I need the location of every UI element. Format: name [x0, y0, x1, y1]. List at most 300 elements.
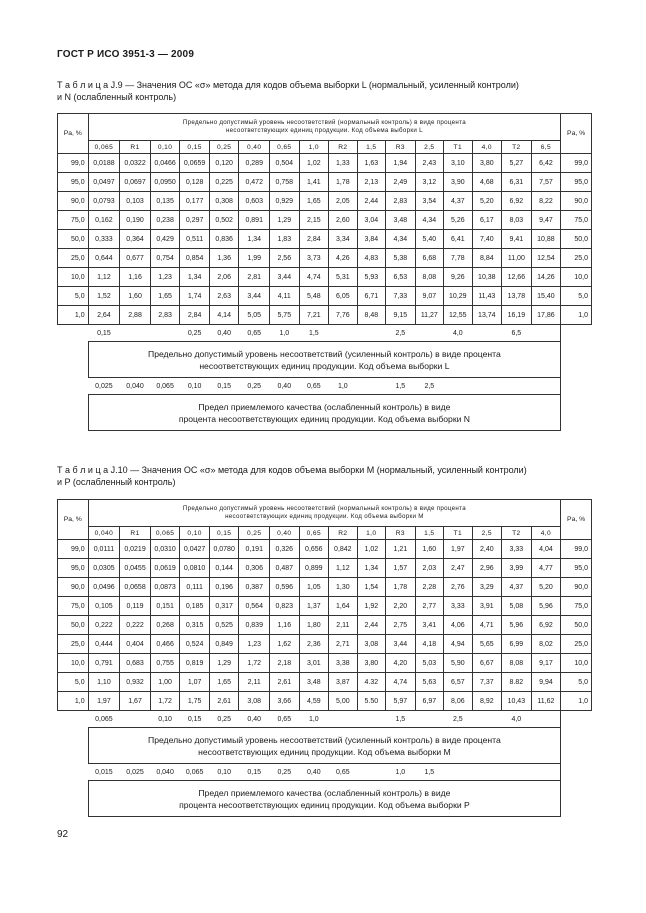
- pa-header-right: Pa, %: [561, 114, 592, 154]
- table-cell: 0,502: [209, 211, 239, 230]
- blank-cell: [561, 711, 592, 817]
- table-cell: 1,62: [270, 635, 300, 654]
- table-cell: 0,238: [150, 211, 180, 230]
- pa-value: 25,0: [58, 635, 89, 654]
- table2: [57, 499, 592, 817]
- table-cell: 1,41: [299, 173, 329, 192]
- table-cell: 3,80: [472, 154, 502, 173]
- table-cell: 11,43: [472, 287, 502, 306]
- table-row: [58, 692, 592, 711]
- table-cell: 0,596: [270, 578, 300, 597]
- tightened-code: [357, 711, 385, 728]
- table-cell: 6,42: [531, 154, 561, 173]
- table-cell: 0,0427: [180, 540, 210, 559]
- table-cell: 3,48: [386, 211, 416, 230]
- table-cell: 0,754: [150, 249, 180, 268]
- table-cell: 0,0793: [88, 192, 120, 211]
- column-header: 2,5: [415, 141, 443, 154]
- table-cell: 0,0310: [150, 540, 180, 559]
- table-cell: 2,83: [150, 306, 180, 325]
- table-cell: 0,0111: [88, 540, 120, 559]
- table-cell: 6,67: [472, 654, 502, 673]
- column-header: 2,5: [472, 527, 502, 540]
- table-cell: 2,40: [472, 540, 502, 559]
- tightened-code: [472, 711, 502, 728]
- reduced-label-line2: процента несоответствующих единиц продукции. Код объема выборки P: [179, 799, 470, 810]
- reduced-code: [357, 378, 385, 395]
- column-header: R2: [329, 141, 357, 154]
- column-header: 0,040: [88, 527, 120, 540]
- table-cell: 13,74: [472, 306, 502, 325]
- table-cell: 4,04: [531, 540, 561, 559]
- tightened-code: 0,40: [239, 711, 270, 728]
- table-cell: 11,00: [502, 249, 532, 268]
- tightened-code: [415, 711, 443, 728]
- table-cell: 5,00: [329, 692, 357, 711]
- table-cell: 0,854: [180, 249, 210, 268]
- table-cell: 1,34: [239, 230, 270, 249]
- table-cell: 5.50: [357, 692, 385, 711]
- table-cell: 10,29: [444, 287, 472, 306]
- table-cell: 5,40: [415, 230, 443, 249]
- table-cell: 0,677: [120, 249, 151, 268]
- table-cell: 0,0659: [180, 154, 210, 173]
- table-cell: 5,65: [472, 635, 502, 654]
- table-cell: 3,12: [415, 173, 443, 192]
- column-header: 4,0: [472, 141, 502, 154]
- table-cell: 1,33: [329, 154, 357, 173]
- table-cell: 0,755: [150, 654, 180, 673]
- tightened-code: [472, 325, 502, 342]
- table-cell: 1,99: [239, 249, 270, 268]
- table-cell: 10,38: [472, 268, 502, 287]
- table-cell: 4,37: [444, 192, 472, 211]
- table-cell: 0,162: [88, 211, 120, 230]
- table-cell: 0,268: [150, 616, 180, 635]
- tightened-code: [531, 711, 561, 728]
- tightened-inspection-label: [88, 342, 561, 378]
- pa-value-right: 90,0: [561, 192, 592, 211]
- table1-caption-line1: Т а б л и ц а J.9 — Значения ОС «σ» метода для кодов объема выборки L (нормальный, усиленный контроли): [57, 80, 519, 90]
- table-cell: 3,08: [357, 635, 385, 654]
- reduced-inspection-label: [88, 395, 561, 431]
- table-cell: 1,65: [209, 673, 239, 692]
- pa-value-right: 95,0: [561, 559, 592, 578]
- table-cell: 2,71: [329, 635, 357, 654]
- column-header: 0,15: [180, 141, 210, 154]
- pa-value-right: 25,0: [561, 249, 592, 268]
- table-cell: 0,404: [120, 635, 151, 654]
- normal-inspection-label: [88, 500, 561, 527]
- table-cell: 9,47: [531, 211, 561, 230]
- table-cell: 2,28: [415, 578, 443, 597]
- table-cell: 7,78: [444, 249, 472, 268]
- table-cell: 1,65: [150, 287, 180, 306]
- table-cell: 6,68: [415, 249, 443, 268]
- table-cell: 12,66: [502, 268, 532, 287]
- column-header: R1: [120, 141, 151, 154]
- table-cell: 0,225: [209, 173, 239, 192]
- tightened-code: [329, 325, 357, 342]
- table-cell: 3,10: [444, 154, 472, 173]
- table-cell: 9,94: [531, 673, 561, 692]
- column-header: 1,0: [357, 527, 385, 540]
- tightened-code: 4,0: [502, 711, 532, 728]
- table-cell: 4,34: [415, 211, 443, 230]
- table-cell: 3,33: [502, 540, 532, 559]
- column-header: R1: [120, 527, 151, 540]
- column-header: 0,40: [270, 527, 300, 540]
- table-cell: 8,02: [531, 635, 561, 654]
- table-cell: 3,66: [270, 692, 300, 711]
- table-cell: 4,20: [386, 654, 416, 673]
- table-cell: 2,63: [209, 287, 239, 306]
- table-cell: 2,44: [357, 192, 385, 211]
- table-cell: 2,06: [209, 268, 239, 287]
- column-header: 1,0: [299, 141, 329, 154]
- table-row: [58, 173, 592, 192]
- table-cell: 4,18: [415, 635, 443, 654]
- table-cell: 4,71: [472, 616, 502, 635]
- tightened-code: 1,5: [386, 711, 416, 728]
- table-cell: 1,67: [120, 692, 151, 711]
- table-cell: 0,644: [88, 249, 120, 268]
- table-cell: 2,61: [270, 673, 300, 692]
- table-cell: 2,60: [329, 211, 357, 230]
- table-cell: 0,932: [120, 673, 151, 692]
- column-header: T1: [444, 527, 472, 540]
- column-header: 4,0: [531, 527, 561, 540]
- table-cell: 3,87: [329, 673, 357, 692]
- table-cell: 5,75: [270, 306, 300, 325]
- table-cell: 5,97: [386, 692, 416, 711]
- table-cell: 1,12: [329, 559, 357, 578]
- table-cell: 2,11: [239, 673, 270, 692]
- table-cell: 2,84: [299, 230, 329, 249]
- tightened-code: 0,65: [239, 325, 270, 342]
- table-cell: 0,0697: [120, 173, 151, 192]
- pa-value: 50,0: [58, 616, 89, 635]
- table-cell: 2,84: [180, 306, 210, 325]
- table-row: [58, 540, 592, 559]
- table-cell: 3,44: [270, 268, 300, 287]
- table-cell: 0,0219: [120, 540, 151, 559]
- table-row: [58, 211, 592, 230]
- table-cell: 9,15: [386, 306, 416, 325]
- table-cell: 1,54: [357, 578, 385, 597]
- table-cell: 0,0188: [88, 154, 120, 173]
- table-row: [58, 654, 592, 673]
- table-cell: 0,0810: [180, 559, 210, 578]
- table-cell: 6,41: [444, 230, 472, 249]
- table-cell: 0,315: [180, 616, 210, 635]
- table-cell: 0,0619: [150, 559, 180, 578]
- table-cell: 0,524: [180, 635, 210, 654]
- table-cell: 0,0950: [150, 173, 180, 192]
- table-cell: 2,44: [357, 616, 385, 635]
- table-cell: 0,326: [270, 540, 300, 559]
- table1-caption: [57, 80, 597, 103]
- reduced-code: 1,0: [386, 764, 416, 781]
- table-cell: 6,53: [386, 268, 416, 287]
- table-cell: 0,222: [88, 616, 120, 635]
- table-cell: 1,74: [180, 287, 210, 306]
- table-cell: 4,26: [329, 249, 357, 268]
- tightened-code: 2,5: [444, 711, 472, 728]
- table-cell: 1,34: [180, 268, 210, 287]
- table-cell: 6,92: [531, 616, 561, 635]
- table-cell: 1,75: [180, 692, 210, 711]
- table-cell: 3,91: [472, 597, 502, 616]
- table-cell: 15,40: [531, 287, 561, 306]
- reduced-code: 0,040: [120, 378, 151, 395]
- table-cell: 5,96: [531, 597, 561, 616]
- table-cell: 9,07: [415, 287, 443, 306]
- table-cell: 9,17: [531, 654, 561, 673]
- table-cell: 4,11: [270, 287, 300, 306]
- reduced-code: 0,65: [299, 378, 329, 395]
- table-cell: 7,33: [386, 287, 416, 306]
- pa-value-right: 1,0: [561, 306, 592, 325]
- reduced-inspection-label: [88, 781, 561, 817]
- reduced-code: [444, 764, 472, 781]
- table-cell: 0,120: [209, 154, 239, 173]
- table-cell: 1,05: [299, 578, 329, 597]
- table-cell: 6,17: [472, 211, 502, 230]
- table-cell: 0,103: [120, 192, 151, 211]
- table-cell: 7,40: [472, 230, 502, 249]
- table-cell: 8,03: [502, 211, 532, 230]
- table-cell: 10,88: [531, 230, 561, 249]
- table-cell: 8.82: [502, 673, 532, 692]
- table-cell: 11,62: [531, 692, 561, 711]
- table-cell: 0,842: [329, 540, 357, 559]
- blank-cell: [561, 325, 592, 431]
- table-cell: 0,185: [180, 597, 210, 616]
- table-cell: 0,0873: [150, 578, 180, 597]
- table-cell: 5,27: [502, 154, 532, 173]
- table-cell: 4,37: [502, 578, 532, 597]
- table-cell: 0,849: [209, 635, 239, 654]
- pa-value-right: 5,0: [561, 287, 592, 306]
- table-cell: 1,02: [357, 540, 385, 559]
- table1-caption-line2: и N (ослабленный контроль): [57, 91, 177, 102]
- table-cell: 3,48: [299, 673, 329, 692]
- tightened-code: [531, 325, 561, 342]
- reduced-code: [357, 764, 385, 781]
- table-cell: 0,297: [180, 211, 210, 230]
- table2-caption-line2: и P (ослабленный контроль): [57, 476, 176, 487]
- reduced-code: 0,25: [239, 378, 270, 395]
- table-cell: 5,20: [472, 192, 502, 211]
- tightened-label-line1: Предельно допустимый уровень несоответствий (усиленный контроль) в виде процента: [148, 734, 501, 745]
- table-cell: 16,19: [502, 306, 532, 325]
- table-cell: 12,54: [531, 249, 561, 268]
- table-cell: 4,74: [299, 268, 329, 287]
- reduced-code: 0,10: [180, 378, 210, 395]
- table-cell: 4,06: [444, 616, 472, 635]
- table-cell: 1,02: [299, 154, 329, 173]
- table-cell: 0,564: [239, 597, 270, 616]
- table-cell: 0,603: [239, 192, 270, 211]
- tightened-code: 0,10: [150, 711, 180, 728]
- column-header: T2: [502, 141, 532, 154]
- tightened-code: 0,25: [180, 325, 210, 342]
- column-header: 0,10: [180, 527, 210, 540]
- table-cell: 1,64: [329, 597, 357, 616]
- table-cell: 4,94: [444, 635, 472, 654]
- table-cell: 17,86: [531, 306, 561, 325]
- page-number: 92: [57, 829, 69, 840]
- table-cell: 1,29: [270, 211, 300, 230]
- column-header: 0,25: [239, 527, 270, 540]
- table-cell: 4,77: [531, 559, 561, 578]
- reduced-code: [502, 378, 532, 395]
- table-cell: 8,48: [357, 306, 385, 325]
- table-cell: 0,836: [209, 230, 239, 249]
- table-cell: 3,34: [329, 230, 357, 249]
- pa-header-right: Pa, %: [561, 500, 592, 540]
- normal-label-line1: Предельно допустимый уровень несоответствий (нормальный контроль) в виде процента: [182, 118, 466, 126]
- table1: [57, 113, 592, 431]
- table-cell: 5,31: [329, 268, 357, 287]
- pa-value-right: 75,0: [561, 597, 592, 616]
- table-cell: 1,97: [444, 540, 472, 559]
- table-row: [58, 673, 592, 692]
- table-cell: 2,64: [88, 306, 120, 325]
- table-cell: 0,119: [120, 597, 151, 616]
- table-cell: 11,27: [415, 306, 443, 325]
- column-header: 6,5: [531, 141, 561, 154]
- table-cell: 6,57: [444, 673, 472, 692]
- table-cell: 3,01: [299, 654, 329, 673]
- table-cell: 0,656: [299, 540, 329, 559]
- pa-value-right: 25,0: [561, 635, 592, 654]
- table-cell: 0,190: [120, 211, 151, 230]
- table-cell: 0,151: [150, 597, 180, 616]
- table-cell: 8,08: [502, 654, 532, 673]
- table-cell: 3,90: [444, 173, 472, 192]
- table-cell: 1,07: [180, 673, 210, 692]
- table-cell: 4,59: [299, 692, 329, 711]
- blank-cell: [58, 711, 89, 817]
- table-cell: 3,73: [299, 249, 329, 268]
- table-cell: 0,839: [239, 616, 270, 635]
- table-cell: 3,99: [502, 559, 532, 578]
- table-cell: 0,191: [239, 540, 270, 559]
- table-cell: 2,81: [239, 268, 270, 287]
- table-cell: 2,83: [386, 192, 416, 211]
- table-cell: 0,387: [239, 578, 270, 597]
- reduced-code: 0,40: [270, 378, 300, 395]
- table2-caption: [57, 465, 597, 488]
- table-cell: 1,78: [386, 578, 416, 597]
- pa-value: 95,0: [58, 173, 89, 192]
- pa-value: 75,0: [58, 597, 89, 616]
- pa-value: 5,0: [58, 673, 89, 692]
- reduced-code: 0,015: [88, 764, 120, 781]
- table-cell: 0,0497: [88, 173, 120, 192]
- table-cell: 4.32: [357, 673, 385, 692]
- tightened-code: 1,0: [270, 325, 300, 342]
- table-cell: 3,33: [444, 597, 472, 616]
- table-cell: 3,08: [239, 692, 270, 711]
- table-cell: 1,78: [329, 173, 357, 192]
- table-cell: 0,317: [209, 597, 239, 616]
- table-cell: 0,525: [209, 616, 239, 635]
- table-cell: 2,47: [444, 559, 472, 578]
- table-cell: 2,88: [120, 306, 151, 325]
- pa-value-right: 90,0: [561, 578, 592, 597]
- reduced-label-line1: Предел приемлемого качества (ослабленный контроль) в виде: [198, 401, 451, 412]
- table-cell: 1,16: [270, 616, 300, 635]
- table-cell: 2,36: [299, 635, 329, 654]
- reduced-code: [472, 378, 502, 395]
- table-cell: 4,34: [386, 230, 416, 249]
- table-cell: 0,929: [270, 192, 300, 211]
- table-cell: 1,23: [150, 268, 180, 287]
- table-row: [58, 635, 592, 654]
- table2-caption-line1: Т а б л и ц а J.10 — Значения ОС «σ» метода для кодов объема выборки M (нормальный, усиленный контроли): [57, 465, 527, 475]
- reduced-code: 0,15: [239, 764, 270, 781]
- table-row: [58, 616, 592, 635]
- table-cell: 0,306: [239, 559, 270, 578]
- table-row: [58, 578, 592, 597]
- column-header: T2: [502, 527, 532, 540]
- table-cell: 5,90: [444, 654, 472, 673]
- table-cell: 0,683: [120, 654, 151, 673]
- tightened-code: [415, 325, 443, 342]
- table-cell: 7,37: [472, 673, 502, 692]
- reduced-label-line2: процента несоответствующих единиц продукции. Код объема выборки N: [178, 413, 470, 424]
- table-row: [58, 154, 592, 173]
- table-cell: 1,52: [88, 287, 120, 306]
- table-cell: 5,48: [299, 287, 329, 306]
- table-cell: 4,83: [357, 249, 385, 268]
- table-cell: 1,12: [88, 268, 120, 287]
- table-cell: 5,05: [239, 306, 270, 325]
- table-row: [58, 249, 592, 268]
- table-cell: 0,364: [120, 230, 151, 249]
- table-cell: 0,144: [209, 559, 239, 578]
- reduced-code: 0,065: [150, 378, 180, 395]
- table-row: [58, 192, 592, 211]
- table-cell: 2,96: [472, 559, 502, 578]
- reduced-code: 0,40: [299, 764, 329, 781]
- pa-value: 10,0: [58, 654, 89, 673]
- pa-value-right: 99,0: [561, 154, 592, 173]
- pa-value-right: 50,0: [561, 616, 592, 635]
- column-header: 0,65: [299, 527, 329, 540]
- table-cell: 2,03: [415, 559, 443, 578]
- reduced-code: 1,5: [386, 378, 416, 395]
- tightened-label-line2: несоответствующих единиц продукции. Код объема выборки M: [198, 746, 451, 757]
- pa-value-right: 1,0: [561, 692, 592, 711]
- pa-value: 99,0: [58, 540, 89, 559]
- table-cell: 6,71: [357, 287, 385, 306]
- table-cell: 2,18: [270, 654, 300, 673]
- table-cell: 0,891: [239, 211, 270, 230]
- pa-value-right: 10,0: [561, 654, 592, 673]
- pa-value-right: 10,0: [561, 268, 592, 287]
- column-header: T1: [444, 141, 472, 154]
- normal-label-line2: несоответствующих единиц продукции. Код объема выборки L: [225, 127, 423, 134]
- table-cell: 2,20: [386, 597, 416, 616]
- table-cell: 1,63: [357, 154, 385, 173]
- reduced-code: 1,5: [415, 764, 443, 781]
- table-cell: 0,758: [270, 173, 300, 192]
- table-cell: 0,0322: [120, 154, 151, 173]
